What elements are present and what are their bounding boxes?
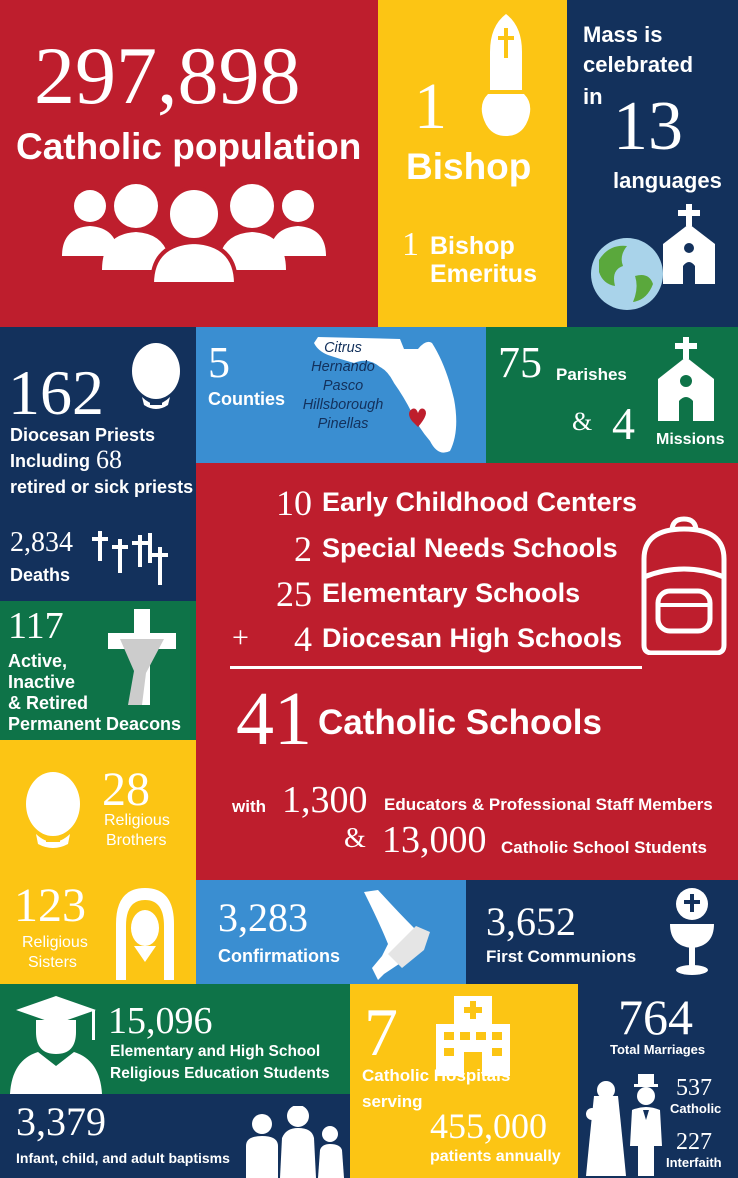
deacons-line3: & Retired — [8, 693, 89, 713]
globe-icon — [589, 236, 665, 312]
hospitals-count: 7 — [364, 994, 398, 1070]
praying-hands-icon — [358, 884, 454, 980]
family-icon — [242, 1106, 346, 1178]
bishop-tile — [378, 0, 567, 327]
baptisms-tile — [0, 1094, 350, 1178]
marriages-count: 764 — [618, 989, 693, 1045]
mass-tile — [567, 0, 738, 327]
bride-groom-icon — [584, 1074, 670, 1176]
county-name: Hernando — [311, 359, 375, 375]
students-ampersand: & — [344, 823, 366, 854]
deacons-line2: Inactive — [8, 672, 76, 692]
baptisms-count: 3,379 — [16, 1099, 106, 1144]
brothers-line1: Religious — [104, 812, 170, 829]
mass-line4: languages — [613, 168, 722, 193]
population-count: 297,898 — [34, 30, 301, 121]
nun-veil-icon — [112, 886, 178, 980]
bishop-count: 1 — [414, 70, 447, 143]
schools-total-label: Catholic Schools — [318, 703, 602, 742]
educators-count: 1,300 — [282, 779, 368, 821]
county-name: Pinellas — [317, 416, 369, 432]
backpack-icon — [634, 515, 734, 655]
church-icon — [656, 337, 716, 421]
deaths-tile — [0, 513, 196, 601]
brother-collar-icon — [22, 770, 84, 850]
deacons-line1: Active, — [8, 651, 68, 671]
priests-line1: Diocesan Priests — [10, 425, 156, 445]
school-row-count: 10 — [276, 483, 312, 523]
priests-line2: Including — [10, 451, 90, 471]
mass-line3: in — [583, 84, 603, 109]
sisters-tile — [0, 880, 196, 984]
chapel-icon — [659, 204, 719, 286]
students-label: Catholic School Students — [501, 838, 707, 857]
catholic-marriages-count: 537 — [676, 1075, 712, 1101]
sisters-count: 123 — [14, 880, 86, 932]
missions-count: 4 — [612, 398, 635, 449]
sisters-line1: Religious — [22, 934, 88, 951]
educators-label: Educators & Professional Staff Members — [384, 795, 713, 814]
school-row-label: Diocesan High Schools — [322, 623, 623, 653]
languages-count: 13 — [613, 88, 683, 165]
communions-label: First Communions — [486, 947, 637, 966]
brothers-count: 28 — [102, 763, 150, 816]
religious-ed-line1: Elementary and High School — [110, 1043, 321, 1060]
chalice-host-icon — [664, 886, 720, 976]
school-row-count: 4 — [294, 619, 312, 659]
school-row-prefix: + — [232, 621, 249, 654]
parishes-label: Parishes — [556, 365, 627, 384]
deacons-line4: Permanent Deacons — [8, 714, 182, 734]
graduate-icon — [8, 992, 104, 1094]
county-name: Pasco — [322, 378, 364, 394]
marriages-tile — [578, 984, 738, 1178]
missions-label: Missions — [656, 431, 725, 448]
hospitals-line1: Catholic Hospitals — [362, 1066, 511, 1085]
hospitals-line2: serving — [362, 1092, 423, 1111]
deacons-count: 117 — [8, 605, 64, 647]
marriages-label: Total Marriages — [610, 1042, 706, 1057]
mass-line2: celebrated — [583, 52, 694, 77]
counties-tile — [196, 327, 486, 463]
counties-label: Counties — [208, 389, 286, 409]
people-icon — [62, 184, 326, 284]
sisters-line2: Sisters — [28, 954, 77, 971]
county-name: Citrus — [324, 340, 362, 356]
bishop-label: Bishop — [406, 146, 532, 187]
emeritus-count: 1 — [402, 226, 419, 263]
religious-ed-count: 15,096 — [108, 1000, 213, 1042]
interfaith-marriages-label: Interfaith — [666, 1155, 722, 1170]
priest-collar-icon — [128, 341, 184, 411]
schools-total: 41 — [236, 677, 312, 761]
patients-label: patients annually — [430, 1148, 561, 1165]
parishes-ampersand: & — [572, 407, 593, 436]
priests-tile — [0, 327, 196, 513]
brothers-line2: Brothers — [106, 832, 167, 849]
emeritus-line2: Emeritus — [430, 260, 537, 288]
school-row-count: 2 — [294, 529, 312, 569]
county-name: Hillsborough — [302, 397, 384, 413]
baptisms-label: Infant, child, and adult baptisms — [16, 1150, 230, 1166]
students-count: 13,000 — [382, 819, 487, 861]
deacon-stole-cross-icon — [108, 609, 176, 705]
population-tile — [0, 0, 378, 327]
school-row-label: Special Needs Schools — [322, 533, 618, 563]
religious-ed-line2: Religious Education Students — [110, 1065, 330, 1082]
school-row-count: 25 — [276, 574, 312, 614]
priests-count: 162 — [8, 357, 104, 428]
parishes-tile — [486, 327, 738, 463]
priests-line3: retired or sick priests — [10, 477, 194, 497]
hospital-icon — [436, 996, 510, 1076]
religious-ed-tile — [0, 984, 350, 1094]
confirmations-count: 3,283 — [218, 895, 308, 940]
mass-line1: Mass is — [583, 22, 663, 47]
school-row-label: Early Childhood Centers — [322, 487, 638, 517]
retired-priests-count: 68 — [96, 445, 122, 474]
with-label: with — [232, 797, 266, 816]
communions-tile — [466, 880, 738, 984]
deacons-tile — [0, 601, 196, 740]
catholic-marriages-label: Catholic — [670, 1101, 722, 1116]
hospitals-tile — [350, 984, 578, 1178]
confirmations-label: Confirmations — [218, 946, 341, 966]
deaths-count: 2,834 — [10, 527, 73, 558]
brothers-tile — [0, 740, 196, 880]
confirmations-tile — [196, 880, 466, 984]
counties-count: 5 — [208, 338, 230, 387]
sum-divider — [230, 666, 642, 669]
school-row-label: Elementary Schools — [322, 578, 581, 608]
interfaith-marriages-count: 227 — [676, 1129, 712, 1155]
parishes-count: 75 — [498, 338, 542, 387]
patients-count: 455,000 — [430, 1106, 547, 1146]
population-label: Catholic population — [16, 126, 362, 167]
communions-count: 3,652 — [486, 899, 576, 944]
county-names — [290, 339, 396, 434]
mitre-icon — [478, 12, 534, 140]
schools-tile — [196, 463, 738, 880]
deaths-label: Deaths — [10, 565, 71, 585]
emeritus-line1: Bishop — [430, 232, 515, 260]
grave-crosses-icon — [92, 527, 178, 589]
